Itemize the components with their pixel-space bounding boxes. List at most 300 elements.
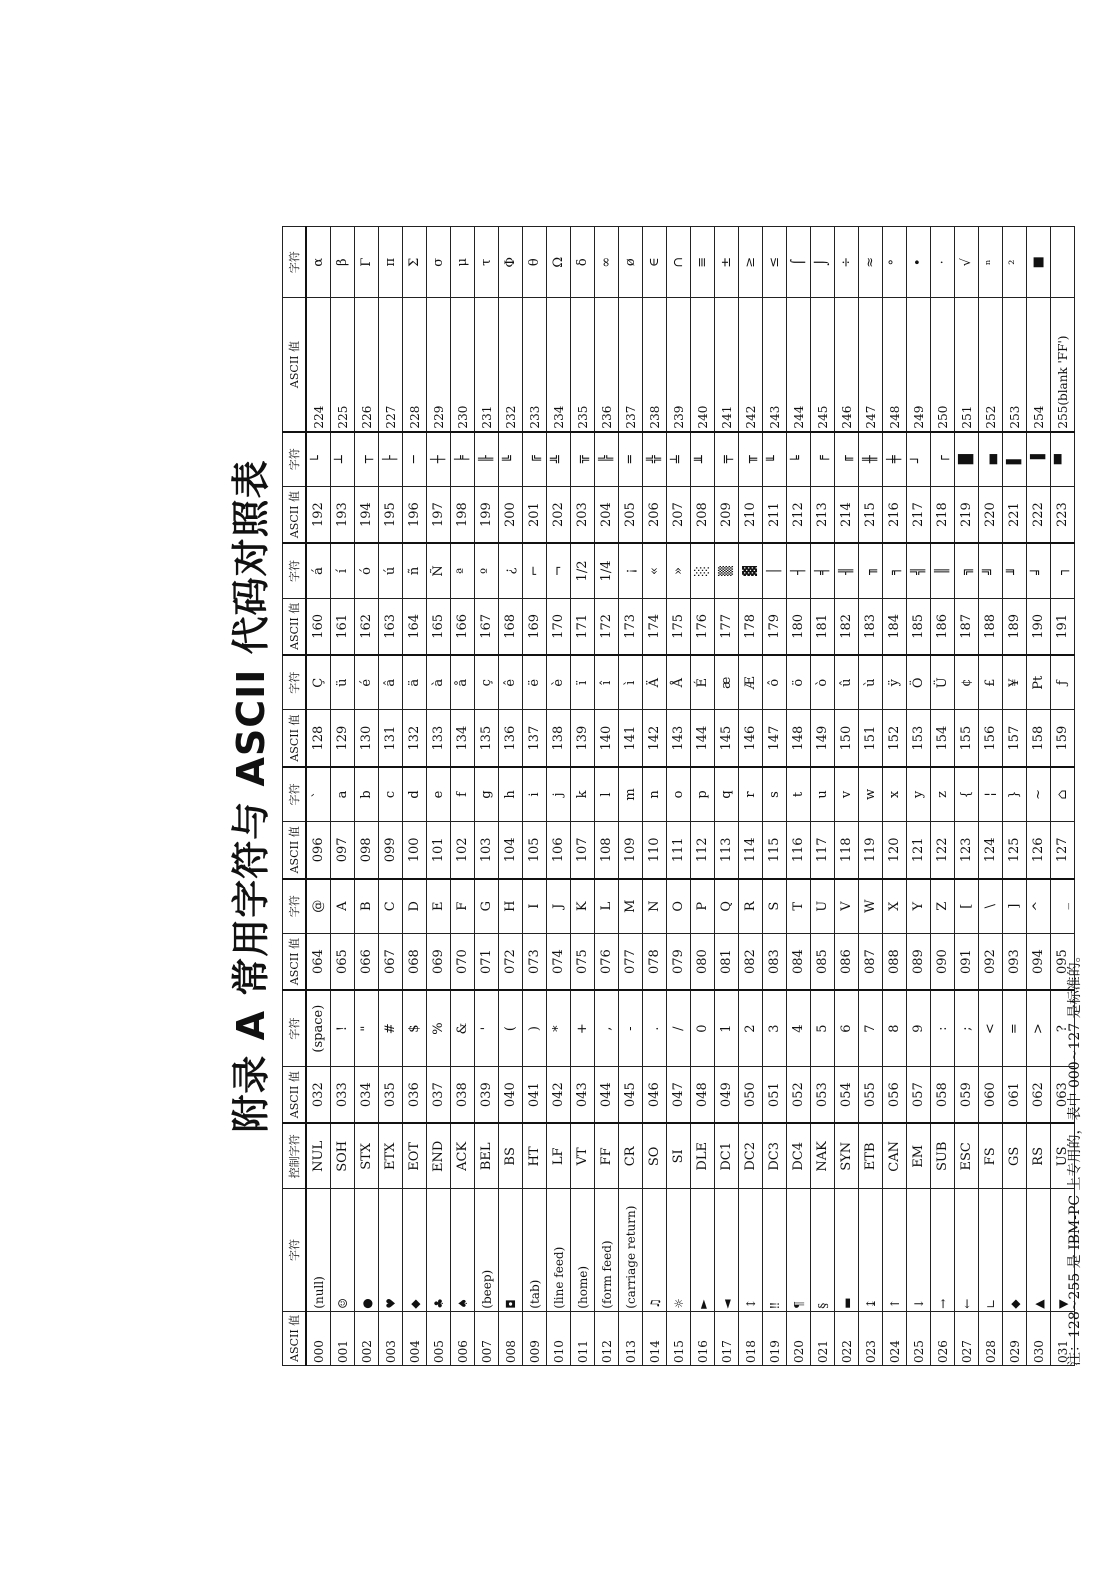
table-cell-code: ╛: [1027, 543, 1051, 598]
table-cell-code: ▓: [739, 543, 763, 598]
table-cell-code: │: [763, 543, 787, 598]
table-cell-char: 070: [451, 933, 475, 990]
table-cell-code: ╨: [691, 432, 715, 487]
table-cell-char: DC1: [715, 1123, 739, 1188]
table-cell-char: 157: [1003, 710, 1027, 767]
table-cell-code: è: [547, 655, 571, 710]
table-cell-char: NAK: [811, 1123, 835, 1188]
table-cell-char: 041: [523, 1066, 547, 1123]
table-cell-char: ♫: [643, 1189, 667, 1311]
table-cell-code: 9: [907, 990, 931, 1066]
table-cell-char: 254: [1027, 298, 1051, 432]
table-cell-char: 212: [787, 486, 811, 543]
table-cell-char: SI: [667, 1123, 691, 1188]
table-cell-char: 158: [1027, 710, 1051, 767]
table-cell-char: 181: [811, 598, 835, 655]
table-cell-code: ¦: [979, 767, 1003, 822]
table-cell-char: 109: [619, 822, 643, 879]
table-cell-code: ±: [715, 227, 739, 298]
table-cell-code: σ: [427, 227, 451, 298]
column-header: 字符: [283, 543, 307, 598]
table-cell-code: b: [355, 767, 379, 822]
table-cell-code: å: [451, 655, 475, 710]
table-cell-code: z: [931, 767, 955, 822]
table-cell-char: 114: [739, 822, 763, 879]
table-cell-char: 118: [835, 822, 859, 879]
table-cell-char: 112: [691, 822, 715, 879]
table-cell-code: 007: [475, 1311, 499, 1365]
table-cell-code: Ü: [931, 655, 955, 710]
table-cell-char: 250: [931, 298, 955, 432]
table-cell-char: 072: [499, 933, 523, 990]
table-cell-char: 108: [595, 822, 619, 879]
table-cell-code: 008: [499, 1311, 523, 1365]
table-cell-char: 098: [355, 822, 379, 879]
table-cell-code: ≤: [763, 227, 787, 298]
table-cell-code: w: [859, 767, 883, 822]
table-cell-code: 020: [787, 1311, 811, 1365]
table-cell-char: ▲: [1027, 1189, 1051, 1311]
table-cell-char: 095: [1051, 933, 1075, 990]
table-row: [547, 227, 571, 1366]
table-cell-char: BEL: [475, 1123, 499, 1188]
table-cell-char: 064: [306, 933, 331, 990]
table-cell-char: 142: [643, 710, 667, 767]
table-cell-code: J: [547, 879, 571, 934]
table-cell-code: K: [571, 879, 595, 934]
table-cell-code: a: [331, 767, 355, 822]
table-cell-char: 137: [523, 710, 547, 767]
table-cell-char: SYN: [835, 1123, 859, 1188]
table-cell-code: r: [739, 767, 763, 822]
table-cell-code: ╡: [811, 543, 835, 598]
table-cell-char: BS: [499, 1123, 523, 1188]
table-cell-char: 218: [931, 486, 955, 543]
table-cell-char: 232: [499, 298, 523, 432]
table-cell-char: (form feed): [595, 1189, 619, 1311]
table-row: [571, 227, 595, 1366]
table-cell-char: 251: [955, 298, 979, 432]
table-cell-char: (tab): [523, 1189, 547, 1311]
table-cell-char: (beep): [475, 1189, 499, 1311]
table-cell-char: 247: [859, 298, 883, 432]
table-cell-code: 011: [571, 1311, 595, 1365]
table-cell-code: *: [547, 990, 571, 1066]
table-cell-code: V: [835, 879, 859, 934]
table-cell-code: 019: [763, 1311, 787, 1365]
table-cell-char: 076: [595, 933, 619, 990]
table-cell-char: 046: [643, 1066, 667, 1123]
table-cell-code: Γ: [355, 227, 379, 298]
table-row: [355, 227, 379, 1366]
table-cell-code: <: [979, 990, 1003, 1066]
table-row: [835, 227, 859, 1366]
table-row: [403, 227, 427, 1366]
table-cell-code: 025: [907, 1311, 931, 1365]
table-cell-code: à: [427, 655, 451, 710]
table-cell-char: 077: [619, 933, 643, 990]
table-cell-char: SO: [643, 1123, 667, 1188]
table-cell-char: 063: [1051, 1066, 1075, 1123]
table-cell-char: 087: [859, 933, 883, 990]
table-cell-char: 092: [979, 933, 1003, 990]
table-cell-code: ƒ: [1051, 655, 1075, 710]
table-cell-char: 187: [955, 598, 979, 655]
table-cell-char: 237: [619, 298, 643, 432]
table-cell-char: 196: [403, 486, 427, 543]
table-cell-char: CR: [619, 1123, 643, 1188]
table-cell-char: 044: [595, 1066, 619, 1123]
table-cell-char: 059: [955, 1066, 979, 1123]
table-cell-code: π: [379, 227, 403, 298]
table-cell-code: f: [451, 767, 475, 822]
table-cell-char: 106: [547, 822, 571, 879]
table-cell-code: ¿: [499, 543, 523, 598]
table-cell-code: 000: [306, 1311, 331, 1365]
table-cell-code: ▄: [979, 432, 1003, 487]
table-cell-char: 035: [379, 1066, 403, 1123]
table-cell-code: 031: [1051, 1311, 1075, 1365]
table-cell-char: 209: [715, 486, 739, 543]
table-cell-char: 136: [499, 710, 523, 767]
table-cell-code: ┬: [355, 432, 379, 487]
table-cell-code: F: [451, 879, 475, 934]
table-cell-char: 214: [835, 486, 859, 543]
table-cell-char: 139: [571, 710, 595, 767]
table-cell-code: μ: [451, 227, 475, 298]
table-cell-char: 245: [811, 298, 835, 432]
table-cell-code: d: [403, 767, 427, 822]
table-cell-code: 009: [523, 1311, 547, 1365]
table-row: [907, 227, 931, 1366]
table-cell-code: [: [955, 879, 979, 934]
table-row: [715, 227, 739, 1366]
table-cell-code: 016: [691, 1311, 715, 1365]
table-cell-code: ≥: [739, 227, 763, 298]
table-cell-char: 166: [451, 598, 475, 655]
table-cell-char: 145: [715, 710, 739, 767]
table-cell-code: Ö: [907, 655, 931, 710]
table-cell-char: 193: [331, 486, 355, 543]
table-cell-char: DC4: [787, 1123, 811, 1188]
table-cell-char: 084: [787, 933, 811, 990]
table-cell-char: 167: [475, 598, 499, 655]
table-cell-code: &: [451, 990, 475, 1066]
table-cell-code: P: [691, 879, 715, 934]
table-cell-code: O: [667, 879, 691, 934]
table-cell-char: 149: [811, 710, 835, 767]
table-cell-char: 184: [883, 598, 907, 655]
table-cell-char: 200: [499, 486, 523, 543]
table-cell-code: ú: [379, 543, 403, 598]
table-cell-char: ACK: [451, 1123, 475, 1188]
table-cell-code: ¡: [619, 543, 643, 598]
table-cell-char: 226: [355, 298, 379, 432]
table-cell-char: DC2: [739, 1123, 763, 1188]
table-cell-code: D: [403, 879, 427, 934]
table-cell-char: 066: [355, 933, 379, 990]
table-cell-code: y: [907, 767, 931, 822]
table-cell-char: 042: [547, 1066, 571, 1123]
table-cell-char: 159: [1051, 710, 1075, 767]
table-cell-char: GS: [1003, 1123, 1027, 1188]
table-header-row: [283, 227, 307, 1366]
table-cell-char: 160: [306, 598, 331, 655]
table-cell-char: ↓: [907, 1189, 931, 1311]
column-header: ASCII 值: [283, 710, 307, 767]
table-cell-char: →: [931, 1189, 955, 1311]
table-cell-char: 049: [715, 1066, 739, 1123]
table-cell-char: 211: [763, 486, 787, 543]
table-cell-code: û: [835, 655, 859, 710]
table-cell-char: 056: [883, 1066, 907, 1123]
table-cell-char: 222: [1027, 486, 1051, 543]
table-cell-code: t: [787, 767, 811, 822]
table-cell-code: 028: [979, 1311, 1003, 1365]
table-cell-code: 002: [355, 1311, 379, 1365]
table-cell-char: 201: [523, 486, 547, 543]
table-cell-char: 050: [739, 1066, 763, 1123]
table-cell-char: 099: [379, 822, 403, 879]
table-cell-char: ♥: [379, 1189, 403, 1311]
table-cell-code: 5: [811, 990, 835, 1066]
table-cell-code: Å: [667, 655, 691, 710]
table-cell-code: ò: [811, 655, 835, 710]
table-cell-code: Ç: [306, 655, 331, 710]
table-cell-code: ┐: [1051, 543, 1075, 598]
table-cell-char: VT: [571, 1123, 595, 1188]
table-cell-char: 161: [331, 598, 355, 655]
table-cell-char: (carriage return): [619, 1189, 643, 1311]
table-cell-char: 091: [955, 933, 979, 990]
table-cell-char: 197: [427, 486, 451, 543]
table-cell-char: 123: [955, 822, 979, 879]
table-cell-code: ²: [1003, 227, 1027, 298]
table-cell-char: 124: [979, 822, 1003, 879]
table-cell-code: »: [667, 543, 691, 598]
table-cell-char: 233: [523, 298, 547, 432]
table-cell-char: 228: [403, 298, 427, 432]
table-cell-char: 152: [883, 710, 907, 767]
table-cell-char: 173: [619, 598, 643, 655]
column-header: ASCII 值: [283, 822, 307, 879]
table-cell-char: 253: [1003, 298, 1027, 432]
table-cell-code: Ñ: [427, 543, 451, 598]
table-cell-code: β: [331, 227, 355, 298]
table-cell-code: ô: [763, 655, 787, 710]
table-cell-code: ░: [691, 543, 715, 598]
table-cell-char: 079: [667, 933, 691, 990]
table-cell-code: n: [643, 767, 667, 822]
table-cell-code: ∩: [667, 227, 691, 298]
table-row: [595, 227, 619, 1366]
table-cell-code: 6: [835, 990, 859, 1066]
table-cell-char: 133: [427, 710, 451, 767]
table-cell-char: ♠: [451, 1189, 475, 1311]
table-cell-code: ╚: [499, 432, 523, 487]
table-cell-char: 111: [667, 822, 691, 879]
table-cell-code: Q: [715, 879, 739, 934]
table-cell-code: i: [523, 767, 547, 822]
table-cell-code: ■: [1027, 227, 1051, 298]
table-cell-code: %: [427, 990, 451, 1066]
table-cell-code: ┘: [907, 432, 931, 487]
table-cell-char: 055: [859, 1066, 883, 1123]
table-cell-char: 053: [811, 1066, 835, 1123]
table-cell-code: █: [955, 432, 979, 487]
table-cell-char: ▬: [835, 1189, 859, 1311]
table-cell-char: 048: [691, 1066, 715, 1123]
table-cell-code: _: [1051, 879, 1075, 934]
table-cell-code: α: [306, 227, 331, 298]
table-cell-char: 121: [907, 822, 931, 879]
table-cell-code: x: [883, 767, 907, 822]
table-cell-code: Ä: [643, 655, 667, 710]
table-cell-char: ●: [355, 1189, 379, 1311]
table-cell-char: 182: [835, 598, 859, 655]
table-cell-char: 239: [667, 298, 691, 432]
table-cell-char: 164: [403, 598, 427, 655]
table-cell-char: FF: [595, 1123, 619, 1188]
table-cell-char: FS: [979, 1123, 1003, 1188]
table-cell-char: ‼: [763, 1189, 787, 1311]
table-cell-code: ø: [619, 227, 643, 298]
column-header: 控制字符: [283, 1123, 307, 1188]
table-cell-char: RS: [1027, 1123, 1051, 1188]
table-cell-char: SOH: [331, 1123, 355, 1188]
table-cell-char: 068: [403, 933, 427, 990]
table-cell-code: >: [1027, 990, 1051, 1066]
table-cell-char: 051: [763, 1066, 787, 1123]
table-cell-code: 024: [883, 1311, 907, 1365]
table-cell-code: ï: [571, 655, 595, 710]
table-cell-code: 2: [739, 990, 763, 1066]
table-cell-char: 165: [427, 598, 451, 655]
table-cell-char: 206: [643, 486, 667, 543]
table-cell-char: CAN: [883, 1123, 907, 1188]
table-cell-code: °: [883, 227, 907, 298]
table-cell-code: └: [306, 432, 331, 487]
table-cell-char: 113: [715, 822, 739, 879]
table-cell-char: 036: [403, 1066, 427, 1123]
table-cell-char: 081: [715, 933, 739, 990]
table-cell-char: 060: [979, 1066, 1003, 1123]
table-cell-code: ╜: [1003, 543, 1027, 598]
table-cell-code: ª: [451, 543, 475, 598]
table-cell-code: ╬: [643, 432, 667, 487]
table-cell-code: [1051, 227, 1075, 298]
table-cell-code: ─: [403, 432, 427, 487]
table-cell-code: $: [403, 990, 427, 1066]
table-cell-char: 138: [547, 710, 571, 767]
table-cell-code: R: [739, 879, 763, 934]
table-cell-code: ⌐: [523, 543, 547, 598]
table-cell-code: î: [595, 655, 619, 710]
table-cell-code: Σ: [403, 227, 427, 298]
table-cell-char: 234: [547, 298, 571, 432]
table-cell-code: ╠: [595, 432, 619, 487]
table-cell-code: ¬: [547, 543, 571, 598]
table-cell-char: ◆: [403, 1189, 427, 1311]
table-cell-char: 244: [787, 298, 811, 432]
table-cell-char: 192: [306, 486, 331, 543]
table-cell-char: 110: [643, 822, 667, 879]
table-cell-char: 037: [427, 1066, 451, 1123]
table-cell-char: 075: [571, 933, 595, 990]
table-cell-code: M: [619, 879, 643, 934]
table-cell-code: ,: [595, 990, 619, 1066]
table-cell-code: k: [571, 767, 595, 822]
table-cell-code: 027: [955, 1311, 979, 1365]
table-cell-code: ▒: [715, 543, 739, 598]
table-row: [1003, 227, 1027, 1366]
table-cell-code: ╙: [763, 432, 787, 487]
table-cell-code: 005: [427, 1311, 451, 1365]
table-cell-code: .: [643, 990, 667, 1066]
table-cell-char: 162: [355, 598, 379, 655]
table-cell-char: 171: [571, 598, 595, 655]
table-cell-char: 147: [763, 710, 787, 767]
table-cell-char: 204: [595, 486, 619, 543]
table-cell-char: 221: [1003, 486, 1027, 543]
table-cell-char: 143: [667, 710, 691, 767]
table-cell-char: 065: [331, 933, 355, 990]
table-cell-char: 140: [595, 710, 619, 767]
table-cell-code: ê: [499, 655, 523, 710]
table-cell-char: ETX: [379, 1123, 403, 1188]
table-cell-code: ;: [955, 990, 979, 1066]
table-cell-code: ╪: [883, 432, 907, 487]
table-cell-char: 039: [475, 1066, 499, 1123]
table-cell-code: !: [331, 990, 355, 1066]
table-cell-char: 126: [1027, 822, 1051, 879]
table-cell-char: US: [1051, 1123, 1075, 1188]
table-cell-code: c: [379, 767, 403, 822]
table-cell-code: \: [979, 879, 1003, 934]
table-cell-char: 038: [451, 1066, 475, 1123]
table-cell-char: 224: [306, 298, 331, 432]
table-cell-code: ∈: [643, 227, 667, 298]
table-cell-code: j: [547, 767, 571, 822]
table-cell-char: 198: [451, 486, 475, 543]
table-cell-code: ╓: [835, 432, 859, 487]
table-cell-code: ~: [1027, 767, 1051, 822]
table-row: [979, 227, 1003, 1366]
table-cell-char: (home): [571, 1189, 595, 1311]
table-cell-code: 001: [331, 1311, 355, 1365]
table-cell-code: Φ: [499, 227, 523, 298]
table-cell-code: •: [907, 227, 931, 298]
table-cell-code: +: [571, 990, 595, 1066]
table-row: [619, 227, 643, 1366]
table-cell-code: ╗: [955, 543, 979, 598]
table-cell-char: 241: [715, 298, 739, 432]
table-cell-char: 155: [955, 710, 979, 767]
table-cell-code: Æ: [739, 655, 763, 710]
table-cell-code: Z: [931, 879, 955, 934]
table-body: [306, 227, 1075, 1366]
table-cell-code: ▐: [1027, 432, 1051, 487]
table-cell-code: ┌: [931, 432, 955, 487]
table-cell-char: 062: [1027, 1066, 1051, 1123]
table-cell-char: 130: [355, 710, 379, 767]
table-cell-code: ╢: [835, 543, 859, 598]
table-cell-char: 135: [475, 710, 499, 767]
table-cell-code: W: [859, 879, 883, 934]
table-cell-code: 029: [1003, 1311, 1027, 1365]
table-cell-code: ╤: [715, 432, 739, 487]
table-cell-char: 215: [859, 486, 883, 543]
